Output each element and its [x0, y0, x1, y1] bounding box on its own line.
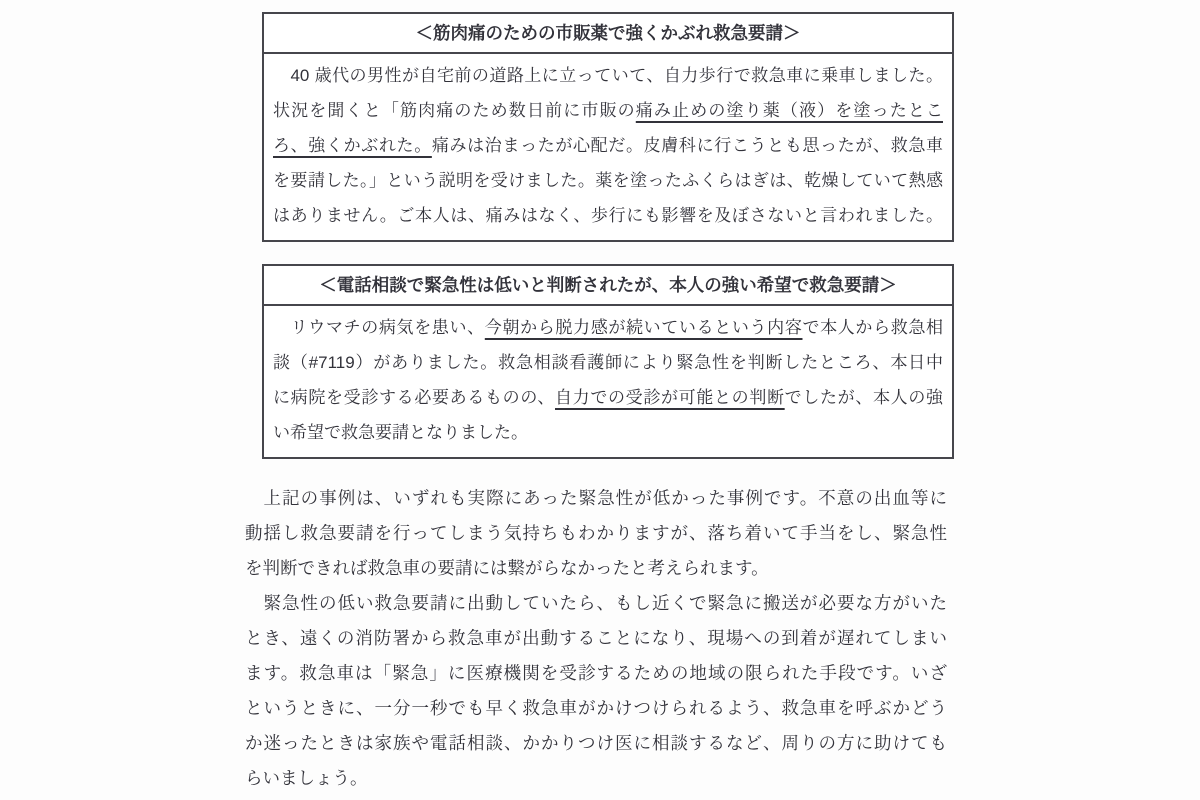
case-1-line-1	[273, 58, 943, 93]
case-box-1	[262, 12, 954, 242]
closing-line-4: 緊急性の低い救急要請に出動していたら、もし近くで緊急に搬送が必要な方がいた	[245, 593, 947, 613]
text-segment: 40 歳代の男性が自宅前の道路上に立っていて、自力歩行で救急車に乗車しました。	[273, 66, 943, 85]
case-1-title: ＜筋肉痛のための市販薬で強くかぶれ救急要請＞	[264, 14, 952, 54]
text-segment: い希望で救急要請となりました。	[273, 423, 528, 442]
text-segment: でしたが、本人の強	[784, 388, 943, 407]
text-segment: 談（#7119）がありました。救急相談看護師により緊急性を判断したところ、本日中	[273, 353, 943, 372]
underlined-segment: 自力での受診が可能との判断	[555, 388, 785, 407]
underlined-segment: ろ、強くかぶれた。	[273, 136, 432, 155]
text-segment: に病院を受診する必要あるものの、	[273, 388, 555, 407]
text-segment: で本人から救急相	[802, 318, 943, 337]
case-1-line-2	[273, 93, 943, 128]
closing-line-7: というときに、一分一秒でも早く救急車がかけつけられるよう、救急車を呼ぶかどう	[245, 698, 947, 718]
underlined-segment: 痛み止めの塗り薬（液）を塗ったとこ	[635, 101, 943, 120]
closing-line-2: 動揺し救急要請を行ってしまう気持ちもわかりますが、落ち着いて手当をし、緊急性	[245, 523, 947, 543]
case-1-body	[264, 54, 952, 240]
case-1-line-3	[273, 128, 943, 163]
case-2-body	[264, 306, 952, 457]
case-2-line-3	[273, 380, 943, 415]
case-box-2	[262, 264, 954, 459]
case-2-line-2	[273, 345, 943, 380]
closing-line-8: か迷ったときは家族や電話相談、かかりつけ医に相談するなど、周りの方に助けても	[245, 733, 947, 753]
case-2-line-4	[273, 415, 943, 450]
case-2-title: ＜電話相談で緊急性は低いと判断されたが、本人の強い希望で救急要請＞	[264, 266, 952, 306]
closing-line-1: 上記の事例は、いずれも実際にあった緊急性が低かった事例です。不意の出血等に	[245, 488, 947, 508]
closing-line-3: を判断できれば救急車の要請には繋がらなかったと考えられます。	[245, 558, 769, 578]
closing-line-9: らいましょう。	[245, 768, 368, 788]
underlined-segment: 今朝から脱力感が続いているという内容	[484, 318, 803, 337]
case-2-line-1	[273, 310, 943, 345]
text-segment: を要請した。」という説明を受けました。薬を塗ったふくらはぎは、乾燥していて熱感	[273, 171, 943, 190]
closing-line-5: とき、遠くの消防署から救急車が出動することになり、現場への到着が遅れてしまい	[245, 628, 947, 648]
text-segment: リウマチの病気を患い、	[273, 318, 485, 337]
case-1-line-5	[273, 198, 943, 233]
text-segment: 痛みは治まったが心配だ。皮膚科に行こうとも思ったが、救急車	[431, 136, 943, 155]
text-segment: はありません。ご本人は、痛みはなく、歩行にも影響を及ぼさないと言われました。	[273, 206, 943, 225]
closing-paragraphs	[245, 481, 947, 796]
case-1-line-4	[273, 163, 943, 198]
closing-line-6: ます。救急車は「緊急」に医療機関を受診するための地域の限られた手段です。いざ	[245, 663, 947, 683]
text-segment: 状況を聞くと「筋肉痛のため数日前に市販の	[273, 101, 636, 120]
